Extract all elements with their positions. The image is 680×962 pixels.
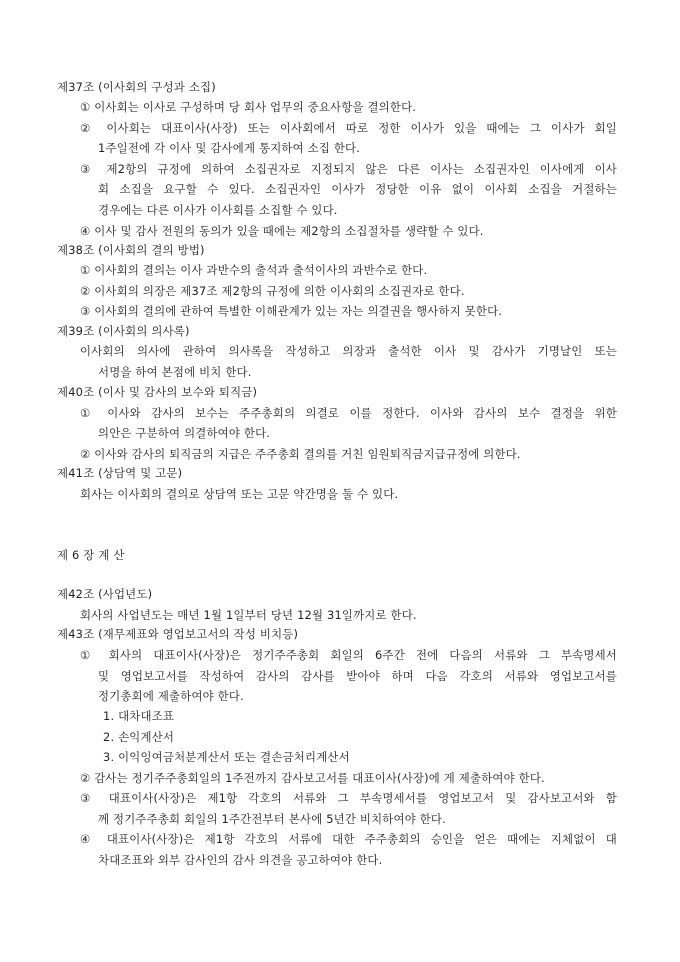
article-39-body-cont: 서명을 하여 본점에 비치 한다. xyxy=(98,365,252,379)
article-43-clause-4-cont: 차대조표와 외부 감사인의 감사 의견을 공고하여야 한다. xyxy=(98,853,383,867)
article-43-clause-4: ④ 대표이사(사장)은 제1항 각호의 서류에 대한 주주총회의 승인을 얻은 때에는 지체없이 대 xyxy=(80,832,617,846)
article-40-clause-1-cont: 의안은 구분하여 의결하여야 한다. xyxy=(98,426,271,440)
article-40-clause-1: ① 이사와 감사의 보수는 주주총회의 의결로 이를 정한다. 이사와 감사의 보수 결정을 위한 xyxy=(80,406,617,420)
article-37-clause-3-cont-2: 경우에는 다른 이사가 이사회를 소집할 수 있다. xyxy=(98,203,338,217)
article-43-clause-3: ③ 대표이사(사장)은 제1항 각호의 서류와 그 부속명세서를 영업보고서 및 감사보고서와 함 xyxy=(80,791,617,805)
article-43-item-3: 3. 이익잉여금처분계산서 또는 결손금처리계산서 xyxy=(103,750,350,764)
article-37-clause-2-cont: 1주일전에 각 이사 및 감사에게 통지하여 소집 한다. xyxy=(98,141,361,155)
article-38-heading: 제38조 (이사회의 결의 방법) xyxy=(57,243,205,257)
article-43-clause-2: ② 감사는 정기주주총회일의 1주전까지 감사보고서를 대표이사(사장)에 게 제출하여야 한다. xyxy=(80,771,545,785)
article-37-clause-3-cont-1: 회 소집을 요구할 수 있다. 소집권자인 이사가 정당한 이유 없이 이사회 소집을 거절하는 xyxy=(98,182,617,196)
article-38-clause-3: ③ 이사회의 결의에 관하여 특별한 이해관계가 있는 자는 의결권을 행사하지 못한다. xyxy=(80,304,503,318)
article-37-clause-2: ② 이사회는 대표이사(사장) 또는 이사회에서 따로 정한 이사가 있을 때에는 그 이사가 회일 xyxy=(80,121,617,135)
article-40-heading: 제40조 (이사 및 감사의 보수와 퇴직금) xyxy=(57,385,258,399)
article-43-clause-1-cont-1: 및 영업보고서를 작성하여 감사의 감사를 받아야 하며 다음 각호의 서류와 영업보고서를 xyxy=(98,669,617,683)
article-37-heading: 제37조 (이사회의 구성과 소집) xyxy=(57,80,216,94)
article-42-body: 회사의 사업년도는 매년 1월 1일부터 당년 12월 31일까지로 한다. xyxy=(80,608,417,622)
article-38-clause-1: ① 이사회의 결의는 이사 과반수의 출석과 출석이사의 과반수로 한다. xyxy=(80,263,428,277)
article-37-clause-1: ① 이사회는 이사로 구성하며 당 회사 업무의 중요사항을 결의한다. xyxy=(80,100,417,114)
article-43-item-2: 2. 손익계산서 xyxy=(103,730,175,744)
article-38-clause-2: ② 이사회의 의장은 제37조 제2항의 규정에 의한 이사회의 소집권자로 한다. xyxy=(80,284,465,298)
article-39-body: 이사회의 의사에 관하여 의사록을 작성하고 의장과 출석한 이사 및 감사가 기명날인 또는 xyxy=(80,344,617,358)
article-37-clause-3: ③ 제2항의 규정에 의하여 소집권자로 지정되지 않은 다른 이사는 소집권자인 이사에게 이사 xyxy=(80,162,617,176)
article-41-body: 회사는 이사회의 결의로 상담역 또는 고문 약간명을 둘 수 있다. xyxy=(80,487,399,501)
article-43-clause-1: ① 회사의 대표이사(사장)은 정기주주총회 회일의 6주간 전에 다음의 서류와 그 부속명세서 xyxy=(80,648,617,662)
article-40-clause-2: ② 이사와 감사의 퇴직금의 지급은 주주총회 결의를 거친 임원퇴직금지급규정에 의한다. xyxy=(80,447,521,461)
article-41-heading: 제41조 (상담역 및 고문) xyxy=(57,466,183,480)
article-43-heading: 제43조 (재무제표와 영업보고서의 작성 비치등) xyxy=(57,627,299,641)
article-43-item-1: 1. 대차대조표 xyxy=(103,709,175,723)
article-37-clause-4: ④ 이사 및 감사 전원의 동의가 있을 때에는 제2항의 소집절차를 생략할 수 있다. xyxy=(80,224,484,238)
article-43-clause-3-cont: 께 정기주주총회 회일의 1주간전부터 본사에 5년간 비치하여야 한다. xyxy=(98,812,446,826)
article-42-heading: 제42조 (사업년도) xyxy=(57,587,153,601)
article-39-heading: 제39조 (이사회의 의사록) xyxy=(57,324,190,338)
article-43-clause-1-cont-2: 정기총회에 제출하여야 한다. xyxy=(98,689,244,703)
chapter-6-title: 제 6 장 계 산 xyxy=(57,548,125,562)
